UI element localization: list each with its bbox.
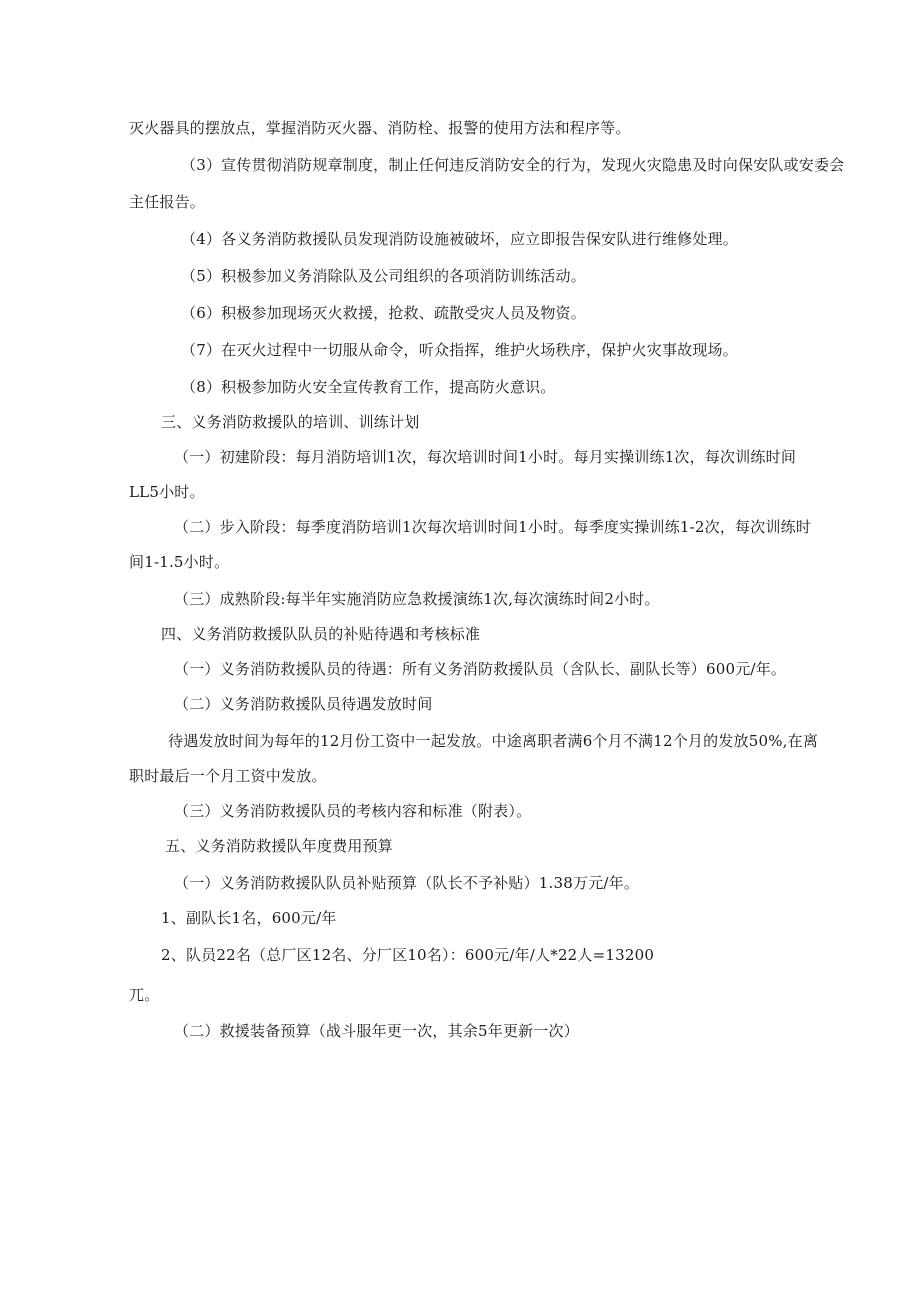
- paragraph-line: 主任报告。: [129, 193, 206, 211]
- paragraph-line: （三）义务消防救援队员的考核内容和标准（附表）。: [174, 802, 532, 820]
- paragraph-line: （一）义务消防救援队队员补贴预算（队长不予补贴）1.38万元/年。: [174, 874, 640, 892]
- paragraph-line: （3）宣传贯彻消防规章制度，制止任何违反消防安全的行为，发现火灾隐患及时向保安队或安委会: [181, 156, 845, 174]
- paragraph-line: （7）在灭火过程中一切服从命令，听众指挥，维护火场秩序，保护火灾事故现场。: [181, 341, 738, 359]
- paragraph-line: （二）步入阶段：每季度消防培训1次每次培训时间1小时。每季度实操训练1-2次，每次训练时: [174, 518, 812, 536]
- paragraph-line: 1、副队长1名，600元/年: [161, 909, 337, 927]
- paragraph-line: （二）义务消防救援队员待遇发放时间: [174, 695, 433, 713]
- paragraph-line: （5）积极参加义务消除队及公司组织的各项消防训练活动。: [181, 267, 586, 285]
- paragraph-line: （一）初建阶段：每月消防培训1次，每次培训时间1小时。每月实操训练1次，每次训练时间: [174, 448, 797, 466]
- paragraph-line: 兀。: [129, 986, 160, 1004]
- paragraph-line: 职时最后一个月工资中发放。: [129, 767, 327, 785]
- paragraph-line: 2、队员22名（总厂区12名、分厂区10名）：600元/年/人*22人=13200: [161, 946, 655, 964]
- paragraph-line: （4）各义务消防救援队员发现消防设施被破坏，应立即报告保安队进行维修处理。: [181, 230, 738, 248]
- section-heading: 四、义务消防救援队队员的补贴待遇和考核标准: [161, 625, 481, 643]
- paragraph-line: （三）成熟阶段:每半年实施消防应急救援演练1次,每次演练时间2小时。: [174, 590, 660, 608]
- paragraph-line: （8）积极参加防火安全宣传教育工作，提高防火意识。: [181, 378, 556, 396]
- paragraph-line: （二）救援装备预算（战斗服年更一次，其余5年更新一次）: [174, 1022, 579, 1040]
- section-heading: 五、义务消防救援队年度费用预算: [165, 837, 394, 855]
- paragraph-line: 灭火器具的摆放点，掌握消防灭火器、消防栓、报警的使用方法和程序等。: [129, 119, 631, 137]
- paragraph-line: （6）积极参加现场灭火救援，抢救、疏散受灾人员及物资。: [181, 304, 586, 322]
- paragraph-line: （一）义务消防救援队员的待遇：所有义务消防救援队员（含队长、副队长等）600元/年。: [174, 660, 787, 678]
- paragraph-line: 间1-1.5小时。: [129, 553, 230, 571]
- paragraph-line: LL5小时。: [129, 483, 205, 501]
- paragraph-line: 待遇发放时间为每年的12月份工资中一起发放。中途离职者满6个月不满12个月的发放50%,在离: [168, 732, 819, 750]
- section-heading: 三、义务消防救援队的培训、训练计划: [161, 413, 420, 431]
